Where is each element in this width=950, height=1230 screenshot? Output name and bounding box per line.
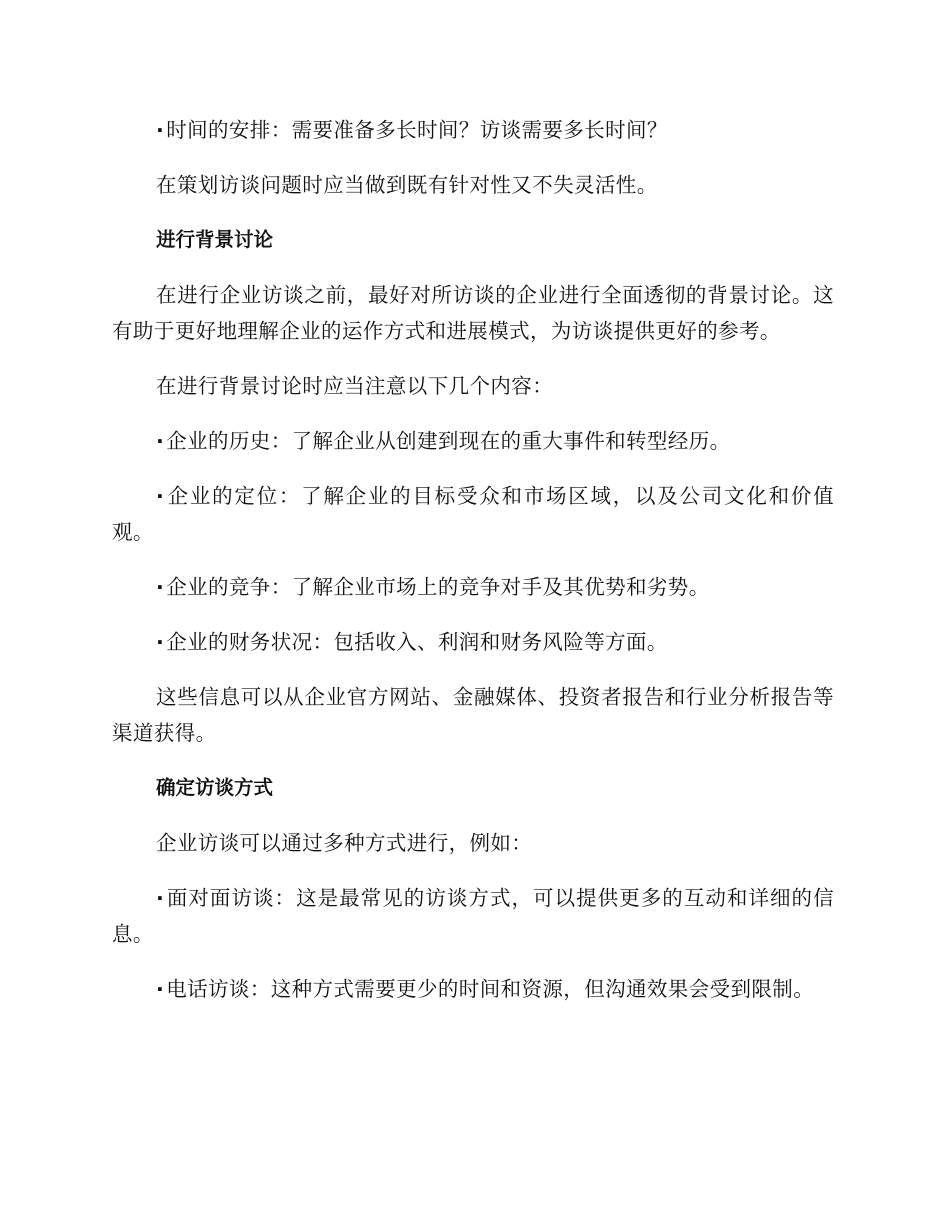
- bullet-dot-icon: ·: [156, 886, 165, 910]
- bullet-dot-icon: ·: [156, 429, 165, 453]
- document-body: [112, 112, 834, 1026]
- paragraph-background-notes: 在进行背景讨论时应当注意以下几个内容：: [156, 374, 554, 398]
- bullet-text: 电话访谈：这种方式需要更少的时间和资源，但沟通效果会受到限制。: [166, 977, 815, 1001]
- bullet-item-phone: [112, 971, 834, 1007]
- bullet-text: 企业的竞争：了解企业市场上的竞争对手及其优势和劣势。: [166, 575, 710, 599]
- bullet-text: 时间的安排：需要准备多长时间？访谈需要多长时间？: [166, 118, 668, 142]
- bullet-text: 面对面访谈：这是最常见的访谈方式，可以提供更多的互动和详细的信息。: [112, 886, 834, 946]
- bullet-dot-icon: ·: [156, 118, 165, 142]
- bullet-item-history: [112, 423, 834, 459]
- bullet-text: 企业的历史：了解企业从创建到现在的重大事件和转型经历。: [166, 429, 731, 453]
- bullet-item-positioning: [112, 478, 834, 550]
- paragraph-info-sources: 这些信息可以从企业官方网站、金融媒体、投资者报告和行业分析报告等渠道获得。: [112, 685, 834, 745]
- bullet-text: 企业的定位：了解企业的目标受众和市场区域，以及公司文化和价值观。: [112, 484, 834, 544]
- bullet-dot-icon: ·: [156, 484, 165, 508]
- section-heading-interview-method: 确定访谈方式: [156, 776, 274, 799]
- bullet-dot-icon: ·: [156, 977, 165, 1001]
- paragraph-methods-intro: 企业访谈可以通过多种方式进行，例如：: [156, 831, 533, 855]
- bullet-item-finance: [112, 624, 834, 660]
- section-heading-background: 进行背景讨论: [156, 228, 274, 251]
- bullet-item-competition: [112, 569, 834, 605]
- bullet-text: 企业的财务状况：包括收入、利润和财务风险等方面。: [166, 630, 668, 654]
- bullet-dot-icon: ·: [156, 575, 165, 599]
- paragraph-background-intro: 在进行企业访谈之前，最好对所访谈的企业进行全面透彻的背景讨论。这有助于更好地理解企业的运作方式和进展模式，为访谈提供更好的参考。: [112, 283, 834, 343]
- paragraph-question-planning: 在策划访谈问题时应当做到既有针对性又不失灵活性。: [156, 173, 658, 197]
- bullet-item-time-arrangement: [112, 112, 834, 148]
- bullet-dot-icon: ·: [156, 630, 165, 654]
- bullet-item-face-to-face: [112, 880, 834, 952]
